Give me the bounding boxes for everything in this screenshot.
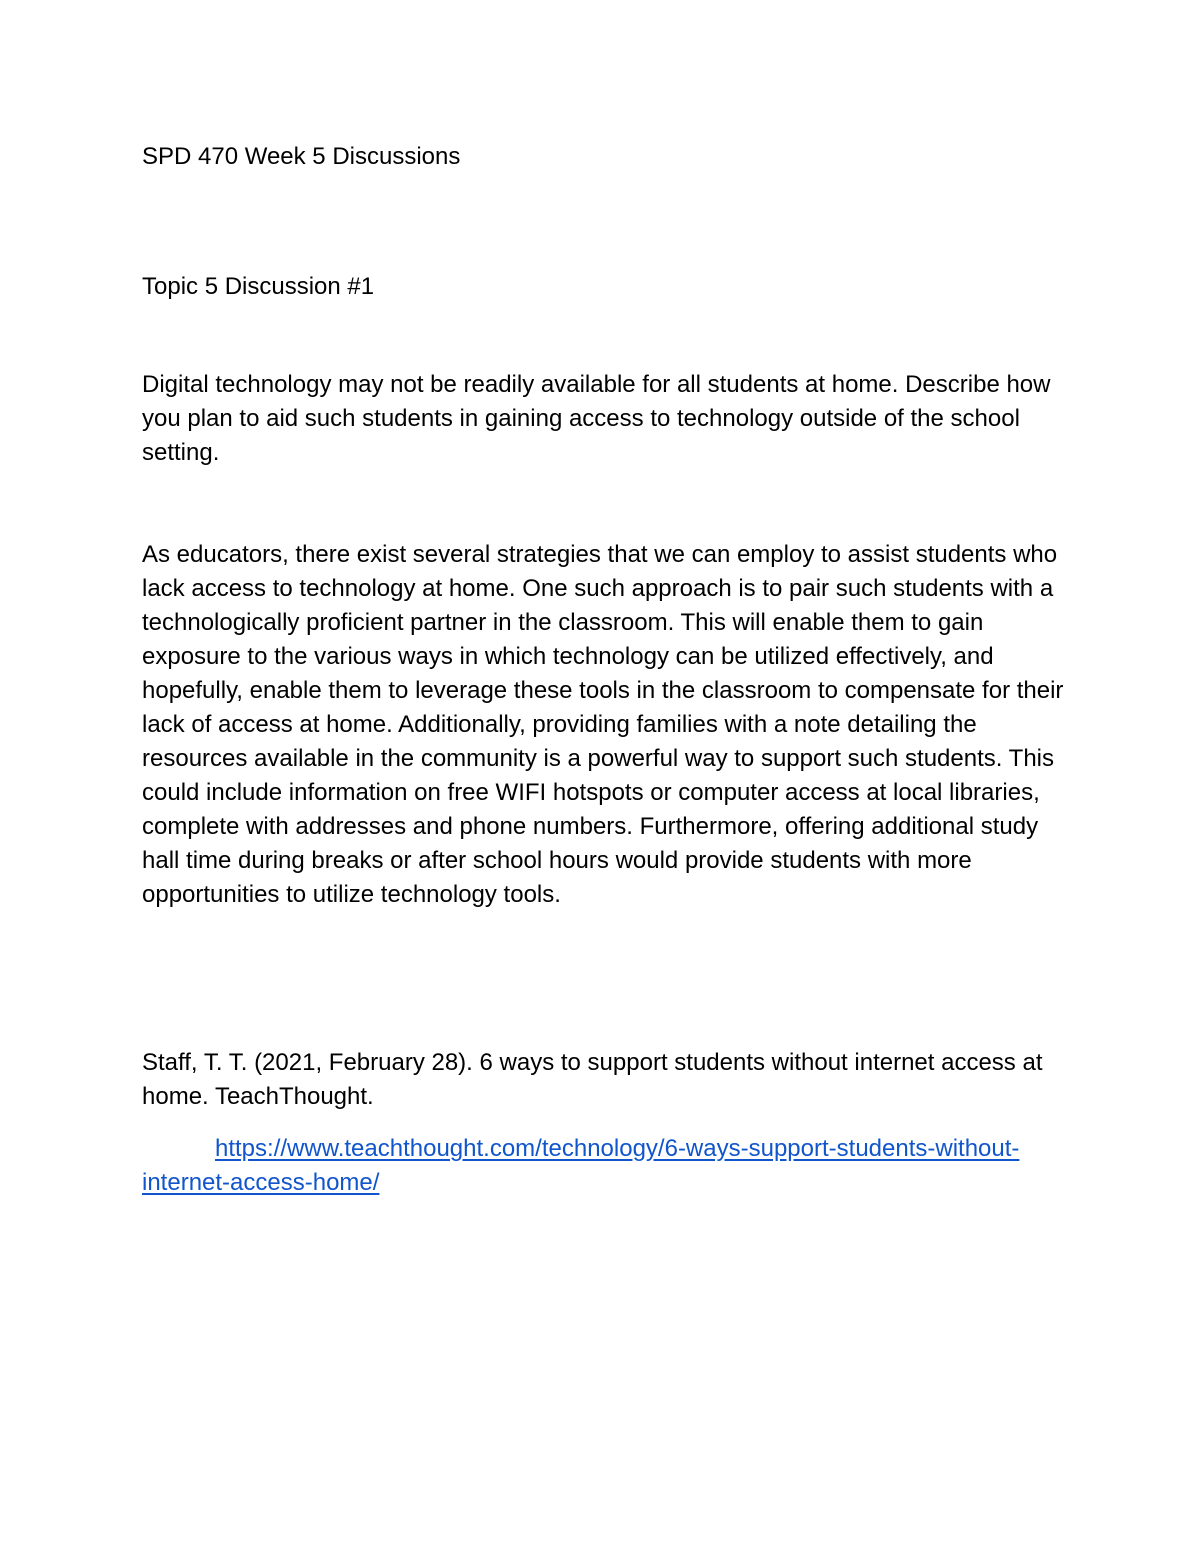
topic-title: Topic 5 Discussion #1 (142, 273, 375, 300)
discussion-prompt: Digital technology may not be readily available for all students at home. Describe how you plan to aid such students in gaining access to technology outside of the school setting. (142, 371, 1051, 466)
discussion-response: As educators, there exist several strategies that we can employ to assist students who lack access to technology at home. One such approach is to pair such students with a technologically proficient partner in the classroom. This will enable them to gain exposure to the various ways in which technology can be utilized effectively, and hopefully, enable them to leverage these tools in the classroom to compensate for their lack of access at home. Additionally, providing families with a note detailing the resources available in the community is a powerful way to support such students. This could include information on free WIFI hotspots or computer access at local libraries, complete with addresses and phone numbers. Furthermore, offering additional study hall time during breaks or after school hours would provide students with more opportunities to utilize technology tools. (142, 541, 1064, 908)
course-title: SPD 470 Week 5 Discussions (142, 143, 461, 170)
reference-link-line (142, 1132, 1072, 1200)
reference-citation: Staff, T. T. (2021, February 28). 6 ways to support students without internet access at home. TeachThought. (142, 1049, 1043, 1110)
reference-link[interactable]: https://www.teachthought.com/technology/6-ways-support-students-without-internet-access-home/ (142, 1135, 1020, 1196)
